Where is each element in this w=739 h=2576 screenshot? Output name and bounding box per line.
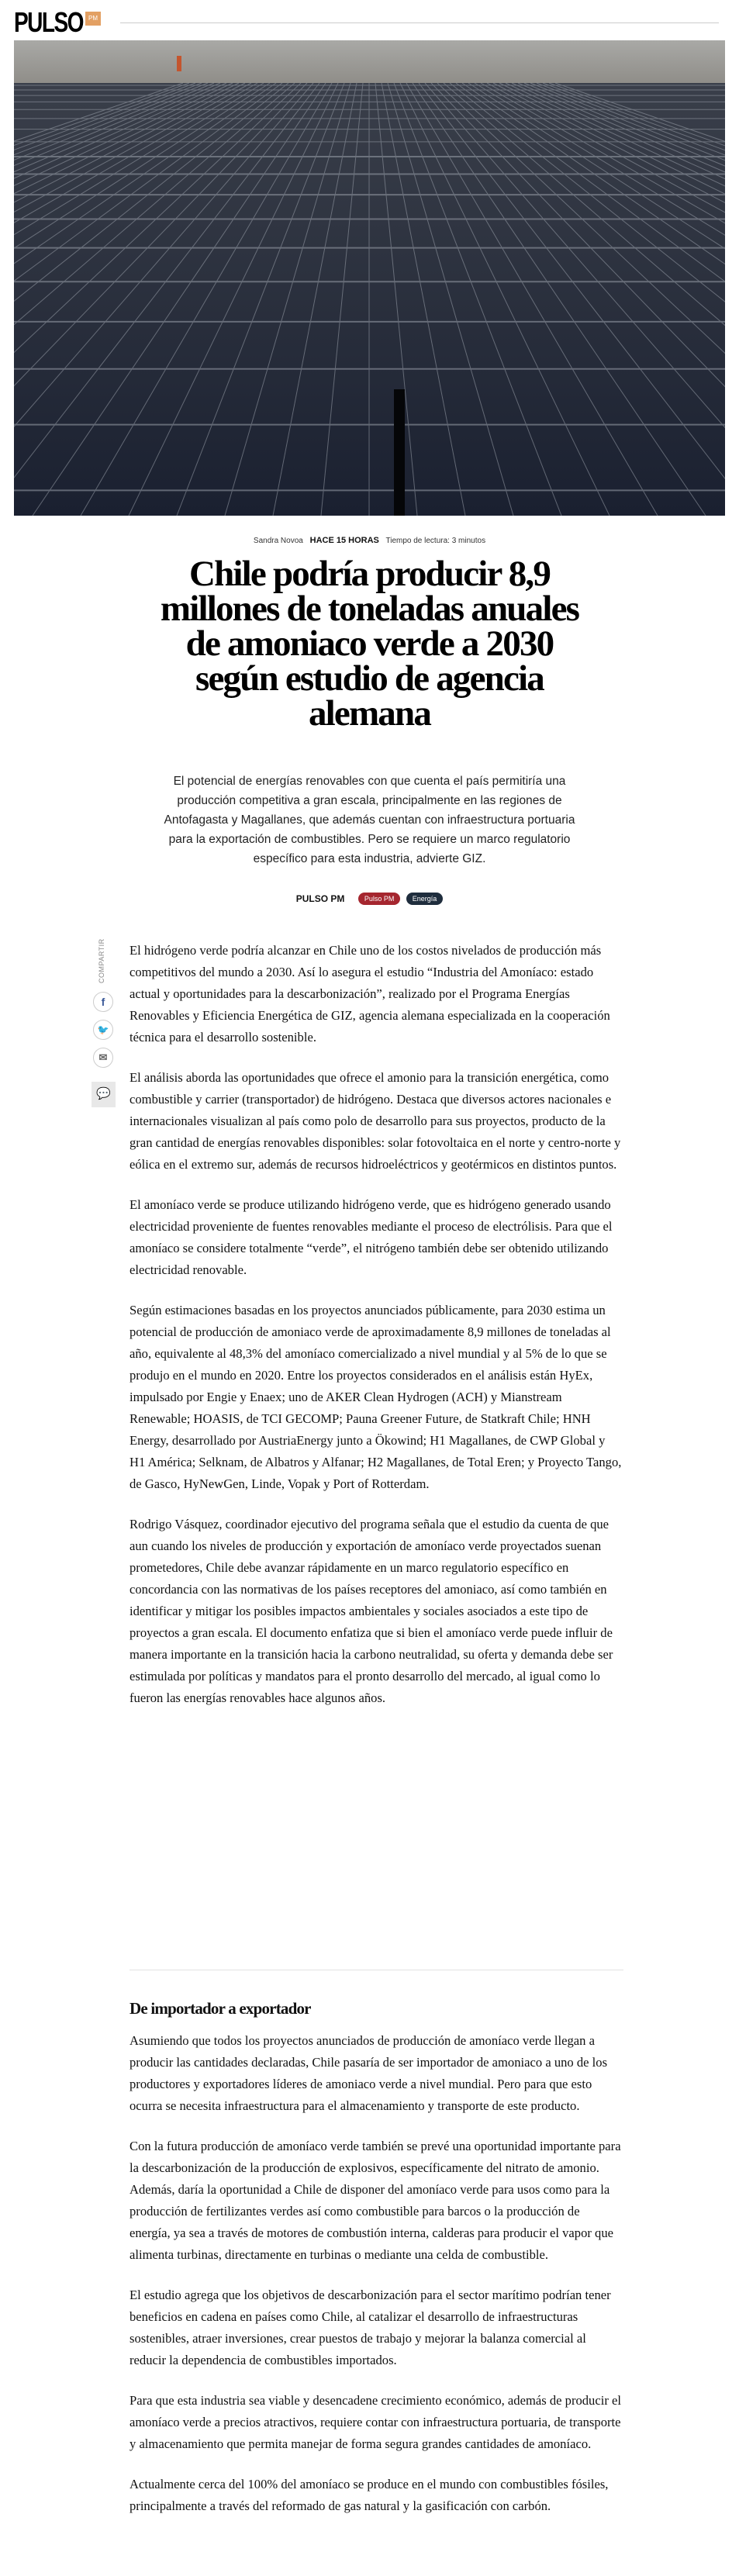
section-heading: De importador a exportador xyxy=(129,1999,311,2018)
publish-time: HACE 15 HORAS xyxy=(309,536,379,545)
paragraph: Actualmente cerca del 100% del amoníaco se produce en el mundo con combustibles fósiles, principalmente a través del reformado de gas natural y la gasificación con carbón. xyxy=(129,2477,609,2513)
tag-bar xyxy=(0,892,739,906)
paragraph: Rodrigo Vásquez, coordinador ejecutivo del programa señala que el estudio da cuenta de que aun cuando los niveles de producción y exportación de amoníaco verde proyectados suenan prometedores, Chile debe avanzar rápidamente en un marco regulatorio específico en concordancia con las normativas de los países receptores del amoniaco, así como también en identificar y mitigar los posibles impactos ambientales y sociales asociados a este tipo de proyectos a gran escala. El documento enfatiza que si bien el amoníaco verde puede influir de manera importante en la transición hacia la carbono neutralidad, su oferta y demanda debe ser estimulada por políticas y mandatos para el pronto desarrollo del mercado, al igual como lo fueron las energías renovables hace algunos años. xyxy=(129,1517,613,1705)
paragraph: El análisis aborda las oportunidades que ofrece el amonio para la transición energética, como combustible y carrier (transportador) de hidrógeno. Destaca que diversos actores nacionales e internacionales visualizan al país como polo de desarrollo para sus proyectos, producto de la gran cantidad de energías renovables disponibles: solar fotovoltaica en el norte y centro-norte y eólica en el extremo sur, además de recursos hidroeléctricos y geotérmicos en distintos puntos. xyxy=(129,1070,621,1172)
comment-icon[interactable]: 💬 xyxy=(92,1082,116,1107)
twitter-icon[interactable]: 🐦 xyxy=(93,1020,113,1040)
paragraph: Para que esta industria sea viable y desencadene crecimiento económico, además de producir el amoníaco verde a precios atractivos, requiere contar con infraestructura portuaria, de transporte y almacenamiento que permita manejar de forma segura grandes cantidades de amoníaco. xyxy=(129,2393,621,2451)
paragraph: El amoníaco verde se produce utilizando hidrógeno verde, que es hidrógeno generado usando electricidad proveniente de fuentes renovables mediante el proceso de electrólisis. Para que el amoníaco se considere totalmente “verde”, el nitrógeno también debe ser obtenido utilizando electricidad renovable. xyxy=(129,1197,613,1277)
tag-energia[interactable]: Energía xyxy=(406,893,444,905)
header-rule xyxy=(120,22,719,23)
share-label: COMPARTIR xyxy=(98,938,105,983)
paragraph: Asumiendo que todos los proyectos anunciados de producción de amoníaco verde llegan a producir las cantidades declaradas, Chile pasaría de ser importador de amoniaco a uno de los productores y exportadores líderes de amoniaco verde a nivel mundial. Pero para que esto ocurra se necesita infraestructura para el almacenamiento y transporte de este producto. xyxy=(129,2033,608,2113)
article-body xyxy=(129,940,622,1728)
hero-image-solar-panels xyxy=(14,40,725,516)
paragraph: El hidrógeno verde podría alcanzar en Chile uno de los costos nivelados de producción más competitivos del mundo a 2030. Así lo asegura el estudio “Industria del Amoníaco: estado actual y oportunidades para la descarbonización”, realizado por el Programa Energías Renovables y Eficiencia Energética de GIZ, agencia alemana especializada en la cooperación técnica para el desarrollo sostenible. xyxy=(129,943,610,1045)
author-name[interactable]: Sandra Novoa xyxy=(253,537,303,545)
paragraph: El estudio agrega que los objetivos de descarbonización para el sector marítimo podrían tener beneficios en cadena en países como Chile, al catalizar el desarrollo de infraestructuras sostenibles, atraer inversiones, crear puestos de trabajo y mejorar la balanza comercial al reducir la dependencia de combustibles importados. xyxy=(129,2288,611,2367)
byline xyxy=(0,536,739,545)
pulso-logo[interactable]: PULSO xyxy=(14,6,83,38)
tag-pulso-pm[interactable]: Pulso PM xyxy=(358,893,401,905)
article-title: Chile podría producir 8,9 millones de toneladas anuales de amoniaco verde a 2030 según estudio de agencia alemana xyxy=(160,554,579,734)
site-header xyxy=(14,8,725,39)
paragraph: Con la futura producción de amoníaco verde también se prevé una oportunidad importante para la descarbonización de la producción de explosivos, específicamente del nitrato de amonio. Además, daría la oportunidad a Chile de disponer del amoníaco verde para usos como para la producción de fertilizantes verdes así como combustible para barcos o la producción de energía, ya sea a través de motores de combustión interna, calderas para producir el vapor que alimenta turbinas, directamente en turbinas o mediante una celda de combustible. xyxy=(129,2139,621,2262)
pm-badge: PM xyxy=(85,12,101,26)
email-icon[interactable]: ✉ xyxy=(93,1048,113,1068)
reading-time: Tiempo de lectura: 3 minutos xyxy=(385,537,486,545)
article-deck: El potencial de energías renovables con que cuenta el país permitiría una producción competitiva a gran escala, principalmente en las regiones de Antofagasta y Magallanes, que además cuentan con infraestructura portuaria para la exportación de combustibles. Pero se requiere un marco regulatorio específico para esta industria, advierte GIZ. xyxy=(164,775,575,865)
facebook-icon[interactable]: f xyxy=(93,992,113,1012)
article-body-section-2 xyxy=(129,1998,622,2536)
source-label: PULSO PM xyxy=(295,893,345,904)
paragraph: Según estimaciones basadas en los proyectos anunciados públicamente, para 2030 estima un potencial de producción de amoniaco verde de aproximadamente 8,9 millones de toneladas al año, equivalente al 48,3% del amoníaco comercializado a nivel mundial y al 5% de lo que se produjo en el mundo en 2020. Entre los proyectos considerados en el análisis están HyEx, impulsado por Engie y Enaex; uno de AKER Clean Hydrogen (ACH) y Mianstream Renewable; HOASIS, de TCI GECOMP; Pauna Greener Future, de Statkraft Chile; HNH Energy, desarrollado por AustriaEnergy junto a Ökowind; H1 Magallanes, de CWP Global y H1 América; Selknam, de Albatros y Alfanar; H2 Magallanes, de Total Eren; y Proyecto Tango, de Gasco, HyNewGen, Linde, Vopak y Port of Rotterdam. xyxy=(129,1303,622,1491)
